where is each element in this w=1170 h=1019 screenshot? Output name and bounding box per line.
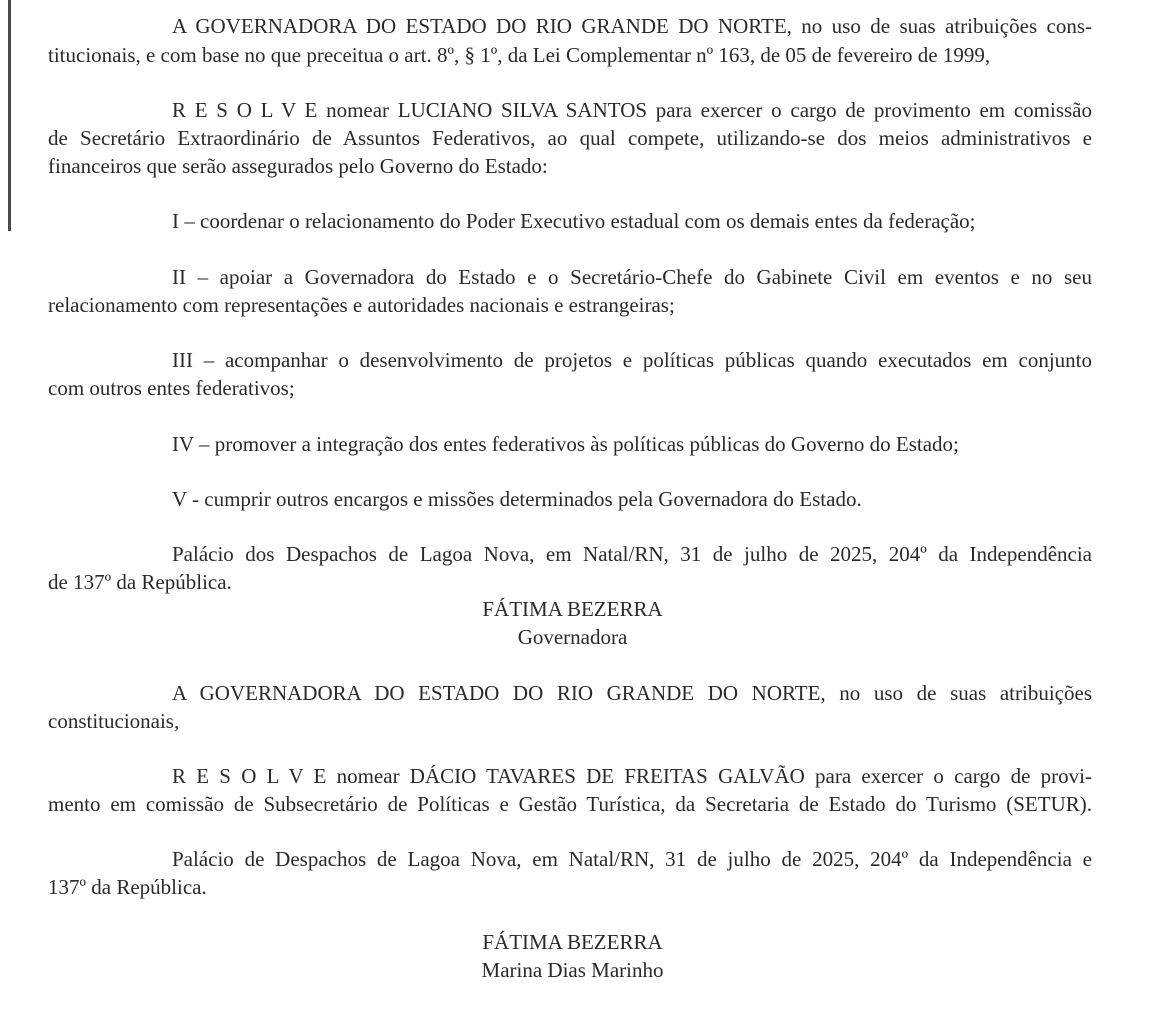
decree2-resolve-line-2: mento em comissão de Subsecretário de Políticas e Gestão Turística, da Secretaria de Estado do Turismo (SETUR). [48, 792, 1092, 816]
decree1-item-ii-line-1: II – apoiar a Governadora do Estado e o Secretário-Chefe do Gabinete Civil em eventos e no seu [172, 265, 1092, 289]
decree1-closing-line-1: Palácio dos Despachos de Lagoa Nova, em Natal/RN, 31 de julho de 2025, 204º da Independência [172, 542, 1092, 566]
decree1-item-iii-line-2: com outros entes federativos; [48, 376, 295, 400]
decree1-item-iv: IV – promover a integração dos entes federativos às políticas públicas do Governo do Estado; [172, 432, 959, 456]
decree1-resolve-line-2: de Secretário Extraordinário de Assuntos Federativos, ao qual compete, utilizando-se dos meios administrativos e [48, 126, 1092, 150]
decree1-signature-name: FÁTIMA BEZERRA [482, 597, 663, 621]
decree2-closing-line-1: Palácio de Despachos de Lagoa Nova, em Natal/RN, 31 de julho de 2025, 204º da Independência e [172, 847, 1092, 871]
decree2-resolve-line-1: R E S O L V E nomear DÁCIO TAVARES DE FREITAS GALVÃO para exercer o cargo de provi- [172, 764, 1092, 788]
decree1-item-v: V - cumprir outros encargos e missões determinados pela Governadora do Estado. [172, 487, 862, 511]
decree1-preamble-line-1: A GOVERNADORA DO ESTADO DO RIO GRANDE DO NORTE, no uso de suas atribuições cons- [172, 14, 1092, 38]
decree1-closing-line-2: de 137º da República. [48, 570, 232, 594]
decree1-preamble-line-2: titucionais, e com base no que preceitua o art. 8º, § 1º, da Lei Complementar nº 163, de 05 de fevereiro de 1999, [48, 43, 991, 67]
decree2-signature-title: Marina Dias Marinho [481, 958, 664, 982]
decree2-preamble-line-2: constitucionais, [48, 709, 180, 733]
decree1-signature-title: Governadora [517, 625, 628, 649]
decree2-signature-name: FÁTIMA BEZERRA [482, 930, 663, 954]
decree1-resolve-line-3: financeiros que serão assegurados pelo Governo do Estado: [48, 154, 548, 178]
decree2-preamble-line-1: A GOVERNADORA DO ESTADO DO RIO GRANDE DO NORTE, no uso de suas atribuições [172, 681, 1092, 705]
decree2-closing-line-2: 137º da República. [48, 875, 207, 899]
decree1-resolve-line-1: R E S O L V E nomear LUCIANO SILVA SANTOS para exercer o cargo de provimento em comissão [172, 98, 1092, 122]
decree1-item-i: I – coordenar o relacionamento do Poder Executivo estadual com os demais entes da federação; [172, 209, 976, 233]
decree1-item-ii-line-2: relacionamento com representações e autoridades nacionais e estrangeiras; [48, 293, 675, 317]
decree1-item-iii-line-1: III – acompanhar o desenvolvimento de projetos e políticas públicas quando executados em conjunto [172, 348, 1092, 372]
margin-bar [8, 0, 11, 231]
